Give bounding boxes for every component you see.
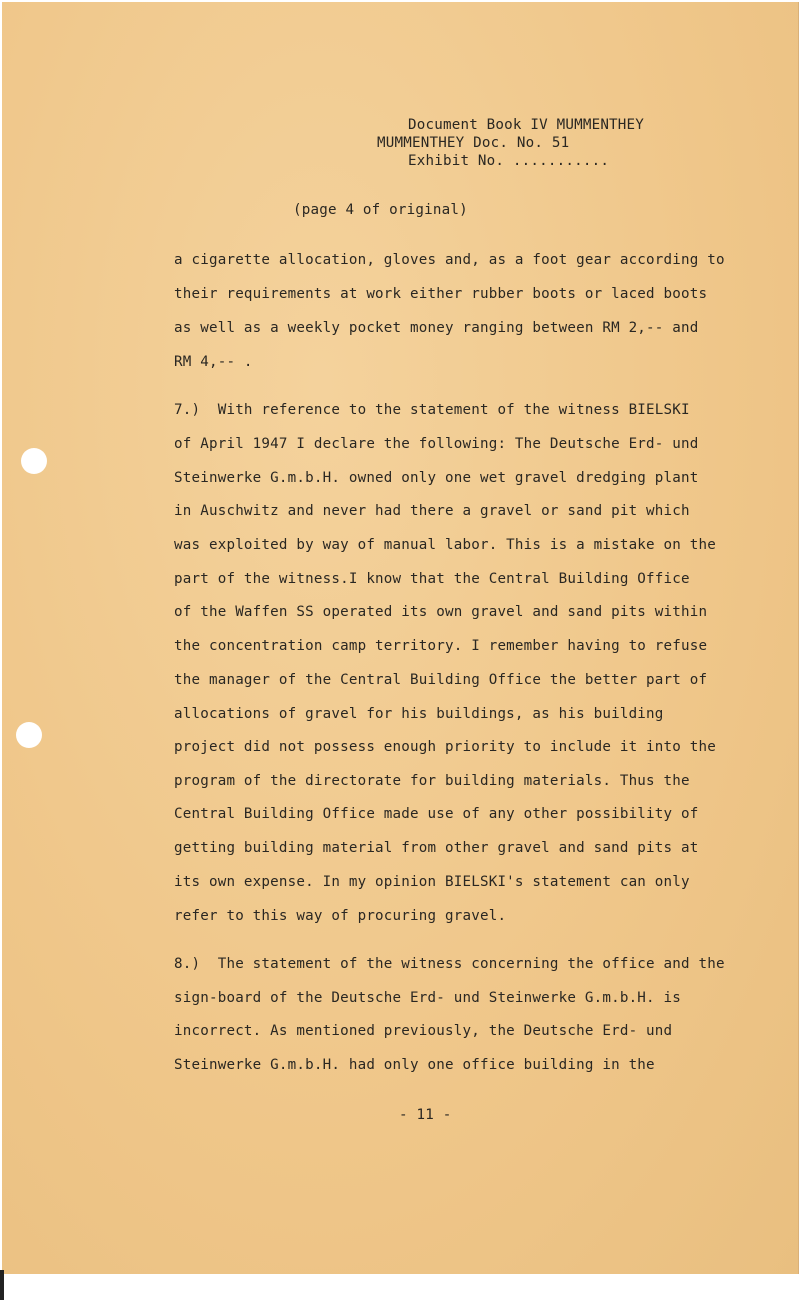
body-text-line: Steinwerke G.m.b.H. owned only one wet gravel dredging plant (174, 470, 699, 486)
body-text-line: program of the directorate for building materials. Thus the (174, 773, 690, 789)
scan-edge-mark (0, 1270, 4, 1300)
body-text-line: of April 1947 I declare the following: The Deutsche Erd- und (174, 436, 699, 452)
body-text-line: allocations of gravel for his buildings, as his building (174, 706, 664, 722)
body-text-line: Steinwerke G.m.b.H. had only one office building in the (174, 1057, 655, 1073)
body-text-line: was exploited by way of manual labor. This is a mistake on the (174, 537, 716, 553)
body-text-line: the manager of the Central Building Office the better part of (174, 672, 708, 688)
body-text-line: their requirements at work either rubber boots or laced boots (174, 286, 708, 302)
body-text-line: incorrect. As mentioned previously, the Deutsche Erd- und (174, 1023, 673, 1039)
page-of-original-note: (page 4 of original) (293, 202, 468, 218)
body-text-line: RM 4,-- . (174, 354, 253, 370)
body-text-line: refer to this way of procuring gravel. (174, 908, 507, 924)
body-text-line: getting building material from other gravel and sand pits at (174, 840, 699, 856)
document-book-reference: Document Book IV MUMMENTHEY (408, 117, 645, 133)
body-text-line: as well as a weekly pocket money ranging between RM 2,-- and (174, 320, 699, 336)
body-text-line: its own expense. In my opinion BIELSKI's statement can only (174, 874, 690, 890)
page-number: - 11 - (399, 1107, 452, 1123)
body-text-line: Central Building Office made use of any other possibility of (174, 806, 699, 822)
punch-hole (21, 448, 47, 474)
scan-background (0, 1274, 800, 1300)
body-text-line: the concentration camp territory. I remember having to refuse (174, 638, 708, 654)
body-text-line: 7.) With reference to the statement of the witness BIELSKI (174, 402, 690, 418)
exhibit-number: Exhibit No. ........... (408, 153, 610, 169)
body-text-line: in Auschwitz and never had there a gravel or sand pit which (174, 503, 690, 519)
body-text-line: sign-board of the Deutsche Erd- und Steinwerke G.m.b.H. is (174, 990, 682, 1006)
body-text-line: 8.) The statement of the witness concerning the office and the (174, 956, 725, 972)
document-number: MUMMENTHEY Doc. No. 51 (377, 135, 570, 151)
punch-hole (16, 722, 42, 748)
body-text-line: of the Waffen SS operated its own gravel and sand pits within (174, 604, 708, 620)
body-text-line: part of the witness.I know that the Central Building Office (174, 571, 690, 587)
body-text-line: a cigarette allocation, gloves and, as a foot gear according to (174, 252, 725, 268)
body-text-line: project did not possess enough priority to include it into the (174, 739, 716, 755)
